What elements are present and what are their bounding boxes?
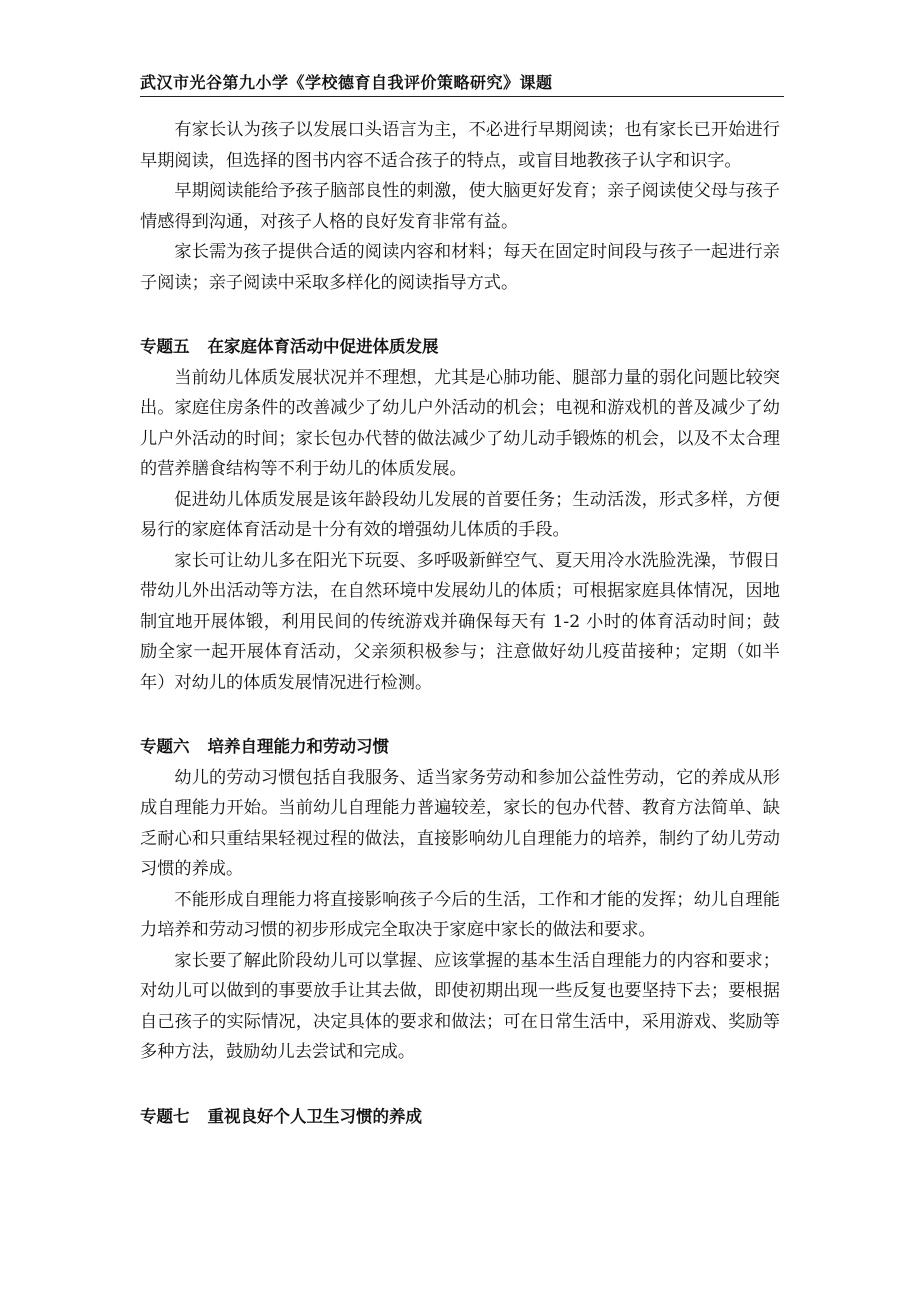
topic-5-number: 专题五 [140, 337, 190, 356]
topic-5-heading [140, 332, 780, 363]
section-spacer [140, 1068, 780, 1102]
paragraph: 促进幼儿体质发展是该年龄段幼儿发展的首要任务；生动活泼，形式多样，方便易行的家庭体育活动是十分有效的增强幼儿体质的手段。 [140, 489, 780, 540]
document-body [140, 115, 780, 1132]
paragraph: 家长可让幼儿多在阳光下玩耍、多呼吸新鲜空气、夏天用冷水洗脸洗澡，节假日带幼儿外出活动等方法，在自然环境中发展幼儿的体质；可根据家庭具体情况，因地制宜地开展体锻，利用民间的传统游戏并确保每天有 1-2 小时的体育活动时间；鼓励全家一起开展体育活动，父亲须积极参与；注意做好幼儿疫苗接种；定期（如半年）对幼儿的体质发展情况进行检测。 [140, 550, 780, 693]
topic-7-title: 重视良好个人卫生习惯的养成 [207, 1106, 422, 1126]
header-title: 武汉市光谷第九小学《学校德育自我评价策略研究》课题 [140, 73, 553, 92]
paragraph: 早期阅读能给予孩子脑部良性的刺激，使大脑更好发育；亲子阅读使父母与孩子情感得到沟通，对孩子人格的良好发育非常有益。 [140, 181, 780, 232]
topic-5-section [140, 332, 780, 698]
topic-5-title: 在家庭体育活动中促进体质发展 [207, 337, 439, 356]
topic-6-number: 专题六 [140, 737, 190, 756]
topic-6-section [140, 732, 780, 1068]
section-spacer [140, 298, 780, 332]
topic-7-heading [140, 1102, 780, 1133]
topic-7-section [140, 1102, 780, 1133]
paragraph: 不能形成自理能力将直接影响孩子今后的生活，工作和才能的发挥；幼儿自理能力培养和劳动习惯的初步形成完全取决于家庭中家长的做法和要求。 [140, 889, 780, 940]
paragraph: 有家长认为孩子以发展口头语言为主，不必进行早期阅读；也有家长已开始进行早期阅读，但选择的图书内容不适合孩子的特点，或盲目地教孩子认字和识字。 [140, 120, 780, 171]
topic-6-title: 培养自理能力和劳动习惯 [207, 737, 389, 756]
page-header [140, 66, 784, 97]
paragraph: 当前幼儿体质发展状况并不理想，尤其是心肺功能、腿部力量的弱化问题比较突出。家庭住房条件的改善减少了幼儿户外活动的机会；电视和游戏机的普及减少了幼儿户外活动的时间；家长包办代替的做法减少了幼儿动手锻炼的机会，以及不太合理的营养膳食结构等不利于幼儿的体质发展。 [140, 367, 780, 479]
topic-6-heading [140, 732, 780, 763]
intro-section [140, 115, 780, 298]
paragraph: 幼儿的劳动习惯包括自我服务、适当家务劳动和参加公益性劳动，它的养成从形成自理能力开始。当前幼儿自理能力普遍较差，家长的包办代替、教育方法简单、缺乏耐心和只重结果轻视过程的做法，直接影响幼儿自理能力的培养，制约了幼儿劳动习惯的养成。 [140, 767, 780, 879]
section-spacer [140, 698, 780, 732]
paragraph: 家长要了解此阶段幼儿可以掌握、应该掌握的基本生活自理能力的内容和要求；对幼儿可以做到的事要放手让其去做，即使初期出现一些反复也要坚持下去；要根据自己孩子的实际情况，决定具体的要求和做法；可在日常生活中，采用游戏、奖励等多种方法，鼓励幼儿去尝试和完成。 [140, 950, 780, 1062]
paragraph: 家长需为孩子提供合适的阅读内容和材料；每天在固定时间段与孩子一起进行亲子阅读；亲子阅读中采取多样化的阅读指导方式。 [140, 242, 780, 293]
topic-7-number: 专题七 [140, 1106, 190, 1126]
